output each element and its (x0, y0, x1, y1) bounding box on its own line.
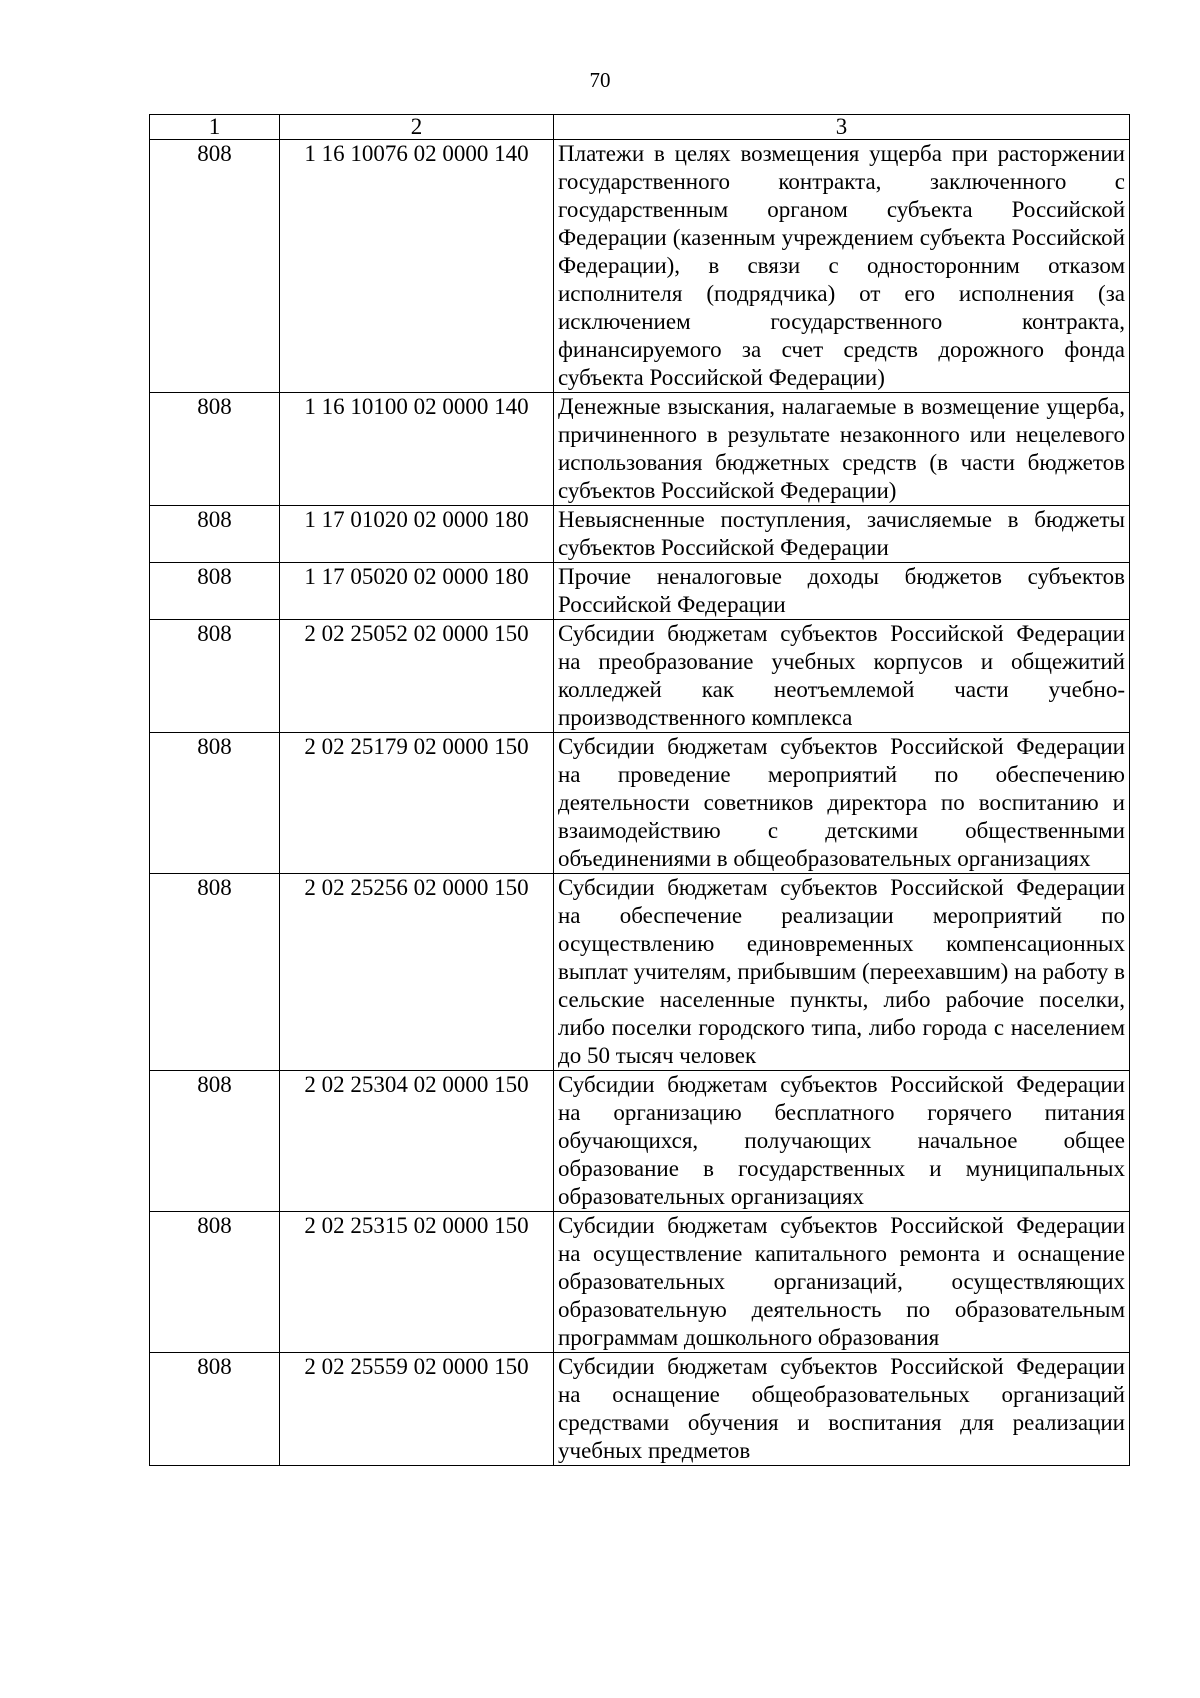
description-cell: Платежи в целях возмещения ущерба при расторжении государственного контракта, заключенного с государственным органом субъекта Российской Федерации (казенным учреждением субъекта Российской Федерации), в связи с односторонним отказом исполнителя (подрядчика) от его исполнения (за исключением государственного контракта, финансируемого за счет средств дорожного фонда субъекта Российской Федерации) (554, 140, 1130, 393)
description-cell: Субсидии бюджетам субъектов Российской Федерации на преобразование учебных корпусов и общежитий колледжей как неотъемлемой части учебно-производственного комплекса (554, 620, 1130, 733)
revenue-code-cell: 1 16 10100 02 0000 140 (280, 393, 554, 506)
admin-code-cell: 808 (150, 1212, 280, 1353)
revenue-code-cell: 2 02 25559 02 0000 150 (280, 1353, 554, 1466)
table-row (150, 874, 1130, 1071)
admin-code-cell: 808 (150, 140, 280, 393)
admin-code-cell: 808 (150, 874, 280, 1071)
table-row (150, 620, 1130, 733)
revenue-code-cell: 2 02 25179 02 0000 150 (280, 733, 554, 874)
description-cell: Субсидии бюджетам субъектов Российской Федерации на обеспечение реализации мероприятий по осуществлению единовременных компенсационных выплат учителям, прибывшим (переехавшим) на работу в сельские населенные пункты, либо рабочие поселки, либо поселки городского типа, либо города с населением до 50 тысяч человек (554, 874, 1130, 1071)
table-row (150, 506, 1130, 563)
description-cell: Невыясненные поступления, зачисляемые в бюджеты субъектов Российской Федерации (554, 506, 1130, 563)
revenue-code-cell: 1 17 01020 02 0000 180 (280, 506, 554, 563)
description-cell: Субсидии бюджетам субъектов Российской Федерации на осуществление капитального ремонта и оснащение образовательных организаций, осуществляющих образовательную деятельность по образовательным программам дошкольного образования (554, 1212, 1130, 1353)
description-cell: Денежные взыскания, налагаемые в возмещение ущерба, причиненного в результате незаконного или нецелевого использования бюджетных средств (в части бюджетов субъектов Российской Федерации) (554, 393, 1130, 506)
description-cell: Субсидии бюджетам субъектов Российской Федерации на организацию бесплатного горячего питания обучающихся, получающих начальное общее образование в государственных и муниципальных образовательных организациях (554, 1071, 1130, 1212)
revenue-code-cell: 2 02 25304 02 0000 150 (280, 1071, 554, 1212)
revenue-code-cell: 2 02 25256 02 0000 150 (280, 874, 554, 1071)
description-cell: Субсидии бюджетам субъектов Российской Федерации на проведение мероприятий по обеспечению деятельности советников директора по воспитанию и взаимодействию с детскими общественными объединениями в общеобразовательных организациях (554, 733, 1130, 874)
page-number: 70 (589, 68, 611, 92)
column-header-2: 2 (280, 115, 554, 140)
table-row (150, 140, 1130, 393)
revenue-code-cell: 1 17 05020 02 0000 180 (280, 563, 554, 620)
table-row (150, 563, 1130, 620)
admin-code-cell: 808 (150, 563, 280, 620)
revenue-code-cell: 2 02 25315 02 0000 150 (280, 1212, 554, 1353)
description-cell: Прочие неналоговые доходы бюджетов субъектов Российской Федерации (554, 563, 1130, 620)
table-row (150, 393, 1130, 506)
admin-code-cell: 808 (150, 733, 280, 874)
budget-codes-table (149, 114, 1130, 1466)
table-row (150, 1353, 1130, 1466)
table-row (150, 1212, 1130, 1353)
admin-code-cell: 808 (150, 1071, 280, 1212)
revenue-code-cell: 2 02 25052 02 0000 150 (280, 620, 554, 733)
admin-code-cell: 808 (150, 506, 280, 563)
admin-code-cell: 808 (150, 620, 280, 733)
column-header-3: 3 (554, 115, 1130, 140)
admin-code-cell: 808 (150, 1353, 280, 1466)
admin-code-cell: 808 (150, 393, 280, 506)
table-row (150, 1071, 1130, 1212)
table-row (150, 733, 1130, 874)
column-header-1: 1 (150, 115, 280, 140)
table-header-row (150, 115, 1130, 140)
description-cell: Субсидии бюджетам субъектов Российской Федерации на оснащение общеобразовательных организаций средствами обучения и воспитания для реализации учебных предметов (554, 1353, 1130, 1466)
revenue-code-cell: 1 16 10076 02 0000 140 (280, 140, 554, 393)
